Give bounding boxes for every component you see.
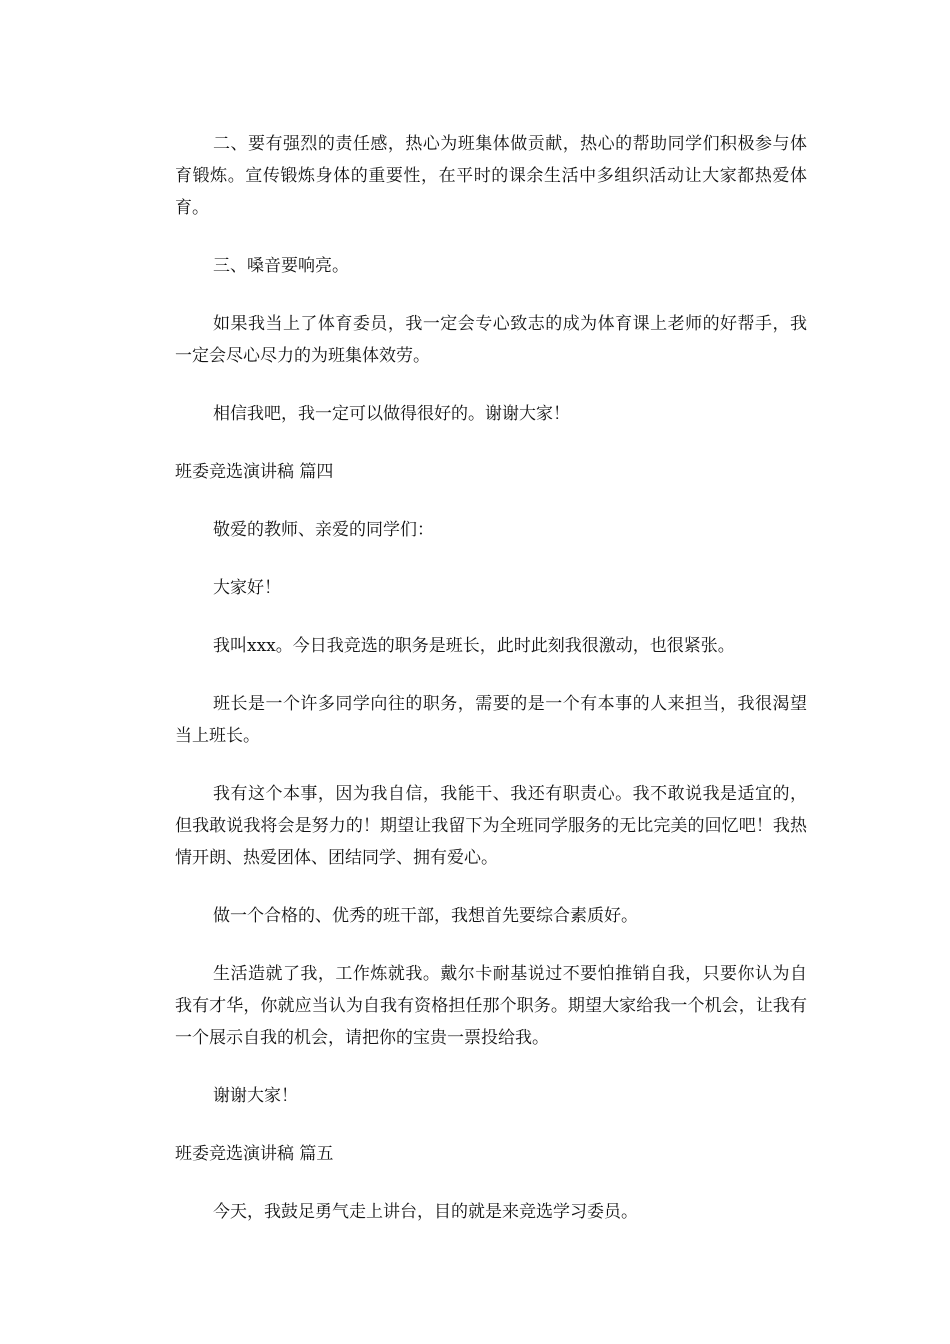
paragraph-intro: 我叫xxx。今日我竞选的职务是班长，此时此刻我很激动，也很紧张。 — [213, 636, 735, 656]
paragraph-voice: 三、嗓音要响亮。 — [213, 256, 349, 276]
section-heading-5: 班委竞选演讲稿 篇五 — [175, 1144, 334, 1164]
paragraph-closing: 谢谢大家！ — [213, 1086, 298, 1106]
paragraph-salutation: 敬爱的教师、亲爱的同学们： — [213, 520, 434, 540]
section-heading-4: 班委竞选演讲稿 篇四 — [175, 462, 334, 482]
document-page — [175, 128, 807, 1254]
paragraph-duty: 二、要有强烈的责任感，热心为班集体做贡献，热心的帮助同学们积极参与体育锻炼。宣传锻炼身体的重要性，在平时的课余生活中多组织活动让大家都热爱体育。 — [175, 134, 807, 218]
paragraph-life: 生活造就了我，工作炼就我。戴尔卡耐基说过不要怕推销自我，只要你认为自我有才华，你就应当认为自我有资格担任那个职务。期望大家给我一个机会，让我有一个展示自我的机会，请把你的宝贵一票投给我。 — [175, 964, 807, 1048]
paragraph-quality: 做一个合格的、优秀的班干部，我想首先要综合素质好。 — [213, 906, 638, 926]
paragraph-promise: 如果我当上了体育委员，我一定会专心致志的成为体育课上老师的好帮手，我一定会尽心尽力的为班集体效劳。 — [175, 314, 807, 366]
paragraph-today: 今天，我鼓足勇气走上讲台，目的就是来竞选学习委员。 — [213, 1202, 638, 1222]
paragraph-greeting: 大家好！ — [213, 578, 281, 598]
paragraph-ability: 我有这个本事，因为我自信，我能干、我还有职责心。我不敢说我是适宜的，但我敢说我将会是努力的！期望让我留下为全班同学服务的无比完美的回忆吧！我热情开朗、热爱团体、团结同学、拥有爱心。 — [175, 784, 807, 868]
paragraph-thanks: 相信我吧，我一定可以做得很好的。谢谢大家！ — [213, 404, 570, 424]
paragraph-monitor: 班长是一个许多同学向往的职务，需要的是一个有本事的人来担当，我很渴望当上班长。 — [175, 694, 807, 746]
